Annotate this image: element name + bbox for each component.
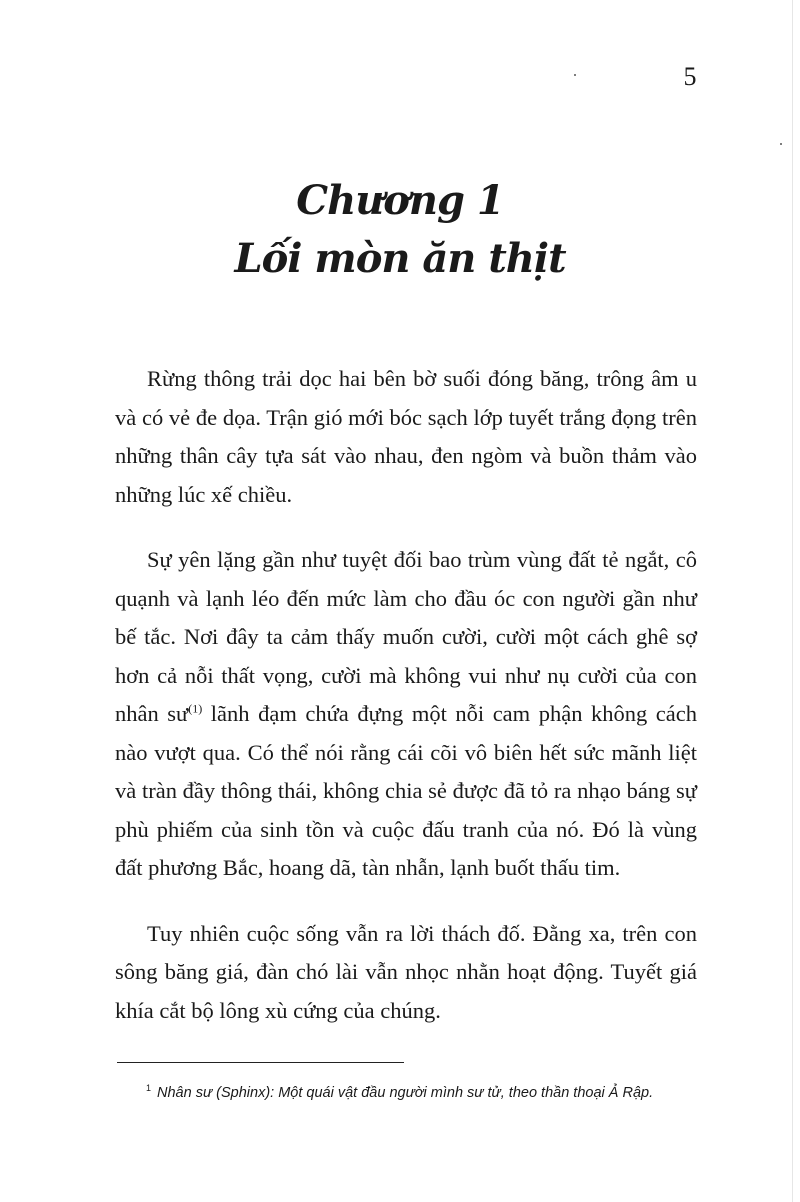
print-speck [574,74,576,76]
footnote-marker: 1 [146,1083,152,1093]
body-text [115,360,697,1057]
footnote-divider [117,1062,404,1063]
chapter-title: Lối mòn ăn thịt [234,235,566,282]
paragraph-3: Tuy nhiên cuộc sống vẫn ra lời thách đố. Đằng xa, trên con sông băng giá, đàn chó lài vẫn nhọc nhằn hoạt động. Tuyết giá khía cắt bộ lông xù cứng của chúng. [115,920,697,1023]
footnote-text: Nhân sư (Sphinx): Một quái vật đầu người mình sư tử, theo thần thoại Ả Rập. [157,1084,654,1101]
chapter-heading [0,172,800,288]
page-number: 5 [683,62,697,91]
footnote [146,1076,702,1105]
print-speck [780,143,782,145]
paragraph-2: Sự yên lặng gần như tuyệt đối bao trùm vùng đất tẻ ngắt, cô quạnh và lạnh léo đến mức làm cho đầu óc con người gần như bế tắc. Nơi đây ta cảm thấy muốn cười, cười một cách ghê sợ hơn cả nỗi thất vọng, cười mà không vui như nụ cười của con nhân $sư^{(1)}$ lãnh đạm chứa đựng một nỗi cam phận không cách nào vượt qua. Có thể nói rằng cái cõi vô biên hết sức mãnh liệt và tràn đầy thông thái, không chia sẻ được đã tỏ ra nhạo báng sự phù phiếm của sinh tồn và cuộc đấu tranh của nó. Đó là vùng đất phương Bắc, hoang dã, tàn nhẫn, lạnh buốt thấu tim. [115,547,698,880]
footnote-reference[interactable]: (1) [188,701,203,716]
paragraph-1: Rừng thông trải dọc hai bên bờ suối đóng băng, trông âm u và có vẻ đe dọa. Trận gió mới bóc sạch lớp tuyết trắng đọng trên những thân cây tựa sát vào nhau, đen ngòm và buồn thảm vào những lúc xế chiều. [115,366,697,507]
chapter-number: Chương 1 [296,177,504,224]
